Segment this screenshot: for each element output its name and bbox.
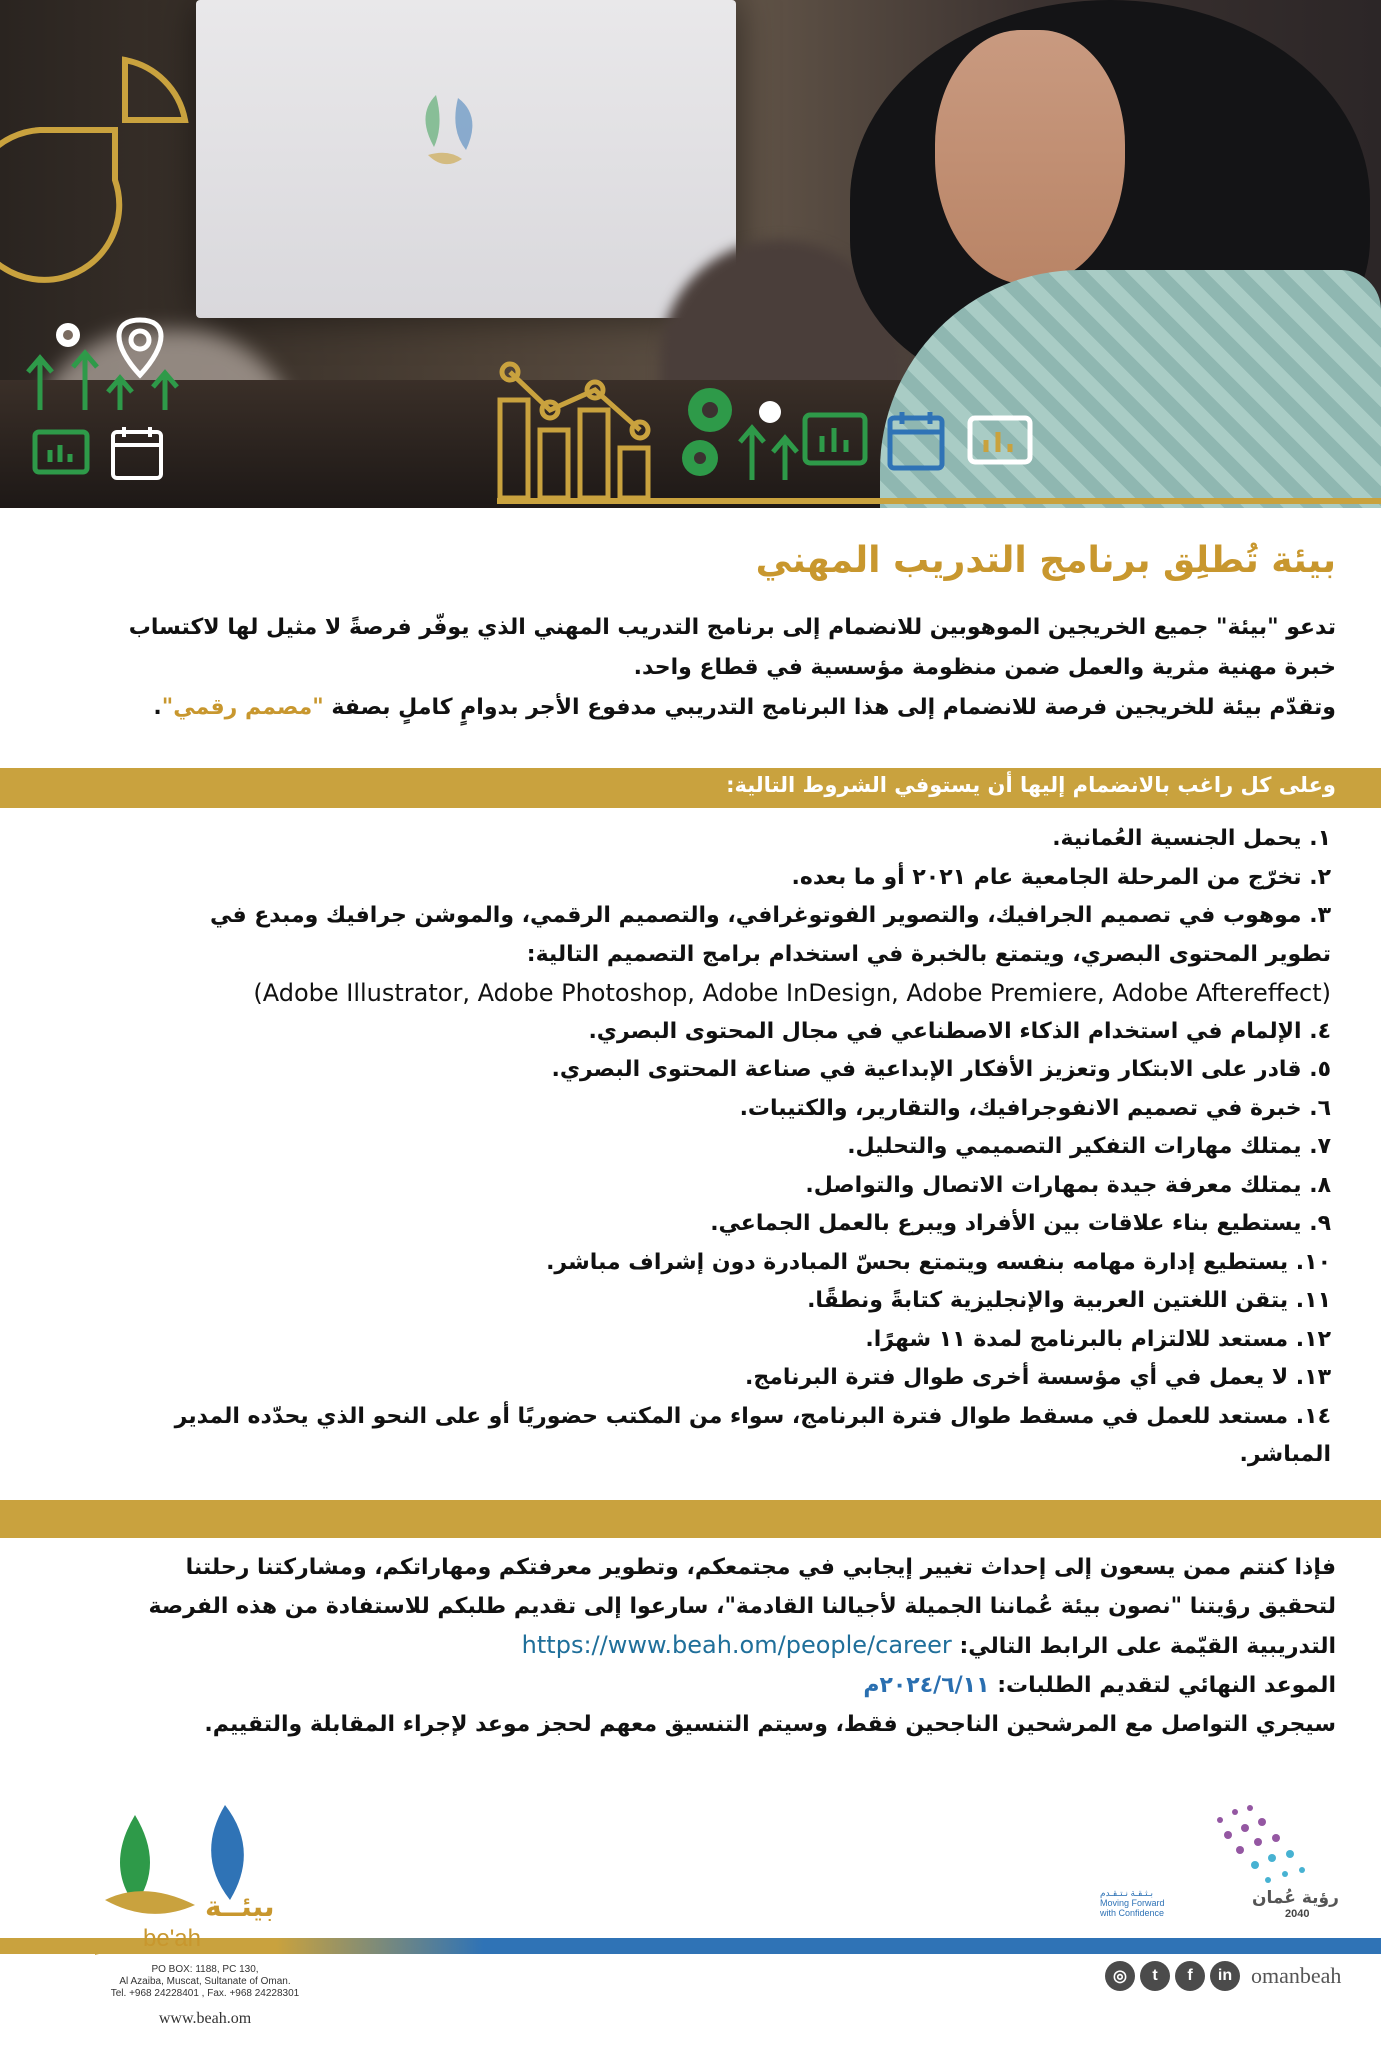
condition-item: ٦. خبرة في تصميم الانفوجرافيك، والتقارير، والكتيبات. xyxy=(739,1095,1331,1121)
gear-icon xyxy=(56,323,80,347)
moving-forward-line: Moving Forward xyxy=(1100,1898,1165,1908)
address-line: Tel. +968 24228401 , Fax. +968 24228301 xyxy=(110,1988,300,1999)
intro-line xyxy=(36,688,1336,728)
closing-line xyxy=(36,1626,1336,1666)
location-pin-icon xyxy=(119,320,161,375)
conditions-header-band xyxy=(0,768,1381,808)
intro-punct: . xyxy=(153,695,162,720)
intro-paragraph xyxy=(36,608,1336,728)
overlay-icons xyxy=(0,0,1381,508)
condition-item: ١٢. مستعد للالتزام بالبرنامج لمدة ١١ شهرًا. xyxy=(865,1326,1331,1352)
condition-item: ١١. يتقن اللغتين العربية والإنجليزية كتابةً ونطقًا. xyxy=(807,1288,1331,1313)
vision-year: 2040 xyxy=(1285,1908,1310,1920)
condition-item: ١٣. لا يعمل في أي مؤسسة أخرى طوال فترة البرنامج. xyxy=(744,1365,1331,1390)
social-handle[interactable]: omanbeah xyxy=(1251,1963,1342,1988)
pie-chart-icon xyxy=(0,60,185,280)
address-line: Al Azaiba, Muscat, Sultanate of Oman. xyxy=(119,1976,291,1987)
condition-item: ١. يحمل الجنسية العُمانية. xyxy=(1052,826,1331,851)
calendar-icon xyxy=(890,412,942,468)
closing-text: التدريبية القيّمة على الرابط التالي: xyxy=(951,1634,1336,1659)
linkedin-icon[interactable]: in xyxy=(1210,1961,1240,1991)
divider-band xyxy=(0,1500,1381,1538)
condition-item: ٥. قادر على الابتكار وتعزيز الأفكار الإبداعية في صناعة المحتوى البصري. xyxy=(551,1057,1331,1082)
logo-english: be'ah xyxy=(143,1925,201,1952)
conditions-list xyxy=(51,820,1331,1475)
social-links xyxy=(1105,1961,1341,1991)
condition-item: ١٤. مستعد للعمل في مسقط طوال فترة البرنامج، سواء من المكتب حضوريًا أو على النحو الذي يحدّده المدير xyxy=(174,1403,1331,1429)
address xyxy=(85,1964,325,2000)
bar-graph-trend-icon xyxy=(500,364,648,498)
chart-bubble-icon xyxy=(805,415,865,463)
address-line: PO BOX: 1188, PC 130, xyxy=(151,1964,259,1975)
software-list: (Adobe Illustrator, Adobe Photoshop, Adobe InDesign, Adobe Premiere, Adobe Aftereffect) xyxy=(253,979,1331,1007)
condition-item: المباشر. xyxy=(1239,1442,1331,1467)
closing-line: سيجري التواصل مع المرشحين الناجحين فقط، وسيتم التنسيق معهم لحجز موعد لإجراء المقابلة والتقييم. xyxy=(204,1712,1336,1737)
intro-text: وتقدّم بيئة للخريجين فرصة للانضمام إلى هذا البرنامج التدريبي مدفوع الأجر بدوامٍ كاملٍ بصفة xyxy=(323,695,1336,720)
intro-line: تدعو "بيئة" جميع الخريجين الموهوبين للانضمام إلى برنامج التدريب المهني الذي يوفّر فرصةً لا مثيل لها لاكتساب xyxy=(128,615,1336,640)
condition-item: ٨. يمتلك معرفة جيدة بمهارات الاتصال والتواصل. xyxy=(805,1172,1331,1198)
job-title-highlight: "مصمم رقمي" xyxy=(161,695,324,720)
logo-arabic: بيئــة xyxy=(205,1890,275,1923)
closing-line: فإذا كنتم ممن يسعون إلى إحداث تغيير إيجابي في مجتمعكم، وتطوير معرفتكم ومهاراتكم، ومشاركتنا رحلتنا xyxy=(185,1555,1336,1580)
intro-line: خبرة مهنية مثرية والعمل ضمن منظومة مؤسسية في قطاع واحد. xyxy=(633,655,1336,680)
closing-line: لتحقيق رؤيتنا "نصون بيئة عُماننا الجميلة لأجيالنا القادمة"، سارعوا إلى تقديم طلبكم للاستفادة من هذه الفرصة xyxy=(148,1594,1336,1619)
arrows-up-icon xyxy=(740,428,797,480)
twitter-icon[interactable]: t xyxy=(1140,1961,1170,1991)
page-title: بيئة تُطلِق برنامج التدريب المهني xyxy=(755,540,1336,581)
condition-item: ٣. موهوب في تصميم الجرافيك، والتصوير الفوتوغرافي، والتصميم الرقمي، والموشن جرافيك ومبدع في xyxy=(209,903,1331,928)
calendar-icon xyxy=(113,427,161,478)
gears-icon xyxy=(682,388,781,476)
deadline-line xyxy=(36,1666,1336,1705)
moving-forward-arabic: بـثـقـة نـتـقـدم xyxy=(1100,1888,1153,1898)
deadline-date: ٢٠٢٤/٦/١١م xyxy=(863,1673,990,1698)
facebook-icon[interactable]: f xyxy=(1175,1961,1205,1991)
chart-bubble-icon xyxy=(970,418,1030,462)
condition-item: ٢. تخرّج من المرحلة الجامعية عام ٢٠٢١ أو ما بعده. xyxy=(791,864,1331,890)
conditions-header: وعلى كل راغب بالانضمام إليها أن يستوفي الشروط التالية: xyxy=(726,773,1336,797)
moving-forward-logo xyxy=(1100,1888,1190,1918)
moving-forward-line: with Confidence xyxy=(1100,1908,1165,1918)
instagram-icon[interactable]: ◎ xyxy=(1105,1961,1135,1991)
condition-item: ٧. يمتلك مهارات التفكير التصميمي والتحليل. xyxy=(847,1134,1331,1159)
condition-item: ٤. الإلمام في استخدام الذكاء الاصطناعي في مجال المحتوى البصري. xyxy=(588,1018,1331,1044)
hero-photo xyxy=(0,0,1381,508)
closing-paragraph xyxy=(36,1548,1336,1744)
chart-bubble-icon xyxy=(35,432,87,472)
condition-item: ١٠. يستطيع إدارة مهامه بنفسه ويتمتع بحسّ المبادرة دون إشراف مباشر. xyxy=(546,1249,1331,1275)
vision-arabic: رؤية عُمان xyxy=(1252,1888,1339,1908)
career-link[interactable]: https://www.beah.om/people/career xyxy=(521,1631,952,1659)
condition-item: ٩. يستطيع بناء علاقات بين الأفراد ويبرع بالعمل الجماعي. xyxy=(710,1211,1331,1236)
condition-item: تطوير المحتوى البصري، ويتمتع بالخبرة في استخدام برامج التصميم التالية: xyxy=(526,941,1331,967)
website-link[interactable]: www.beah.om xyxy=(158,2010,252,2027)
deadline-label: الموعد النهائي لتقديم الطلبات: xyxy=(989,1673,1336,1698)
arrows-up-icon xyxy=(28,353,177,410)
